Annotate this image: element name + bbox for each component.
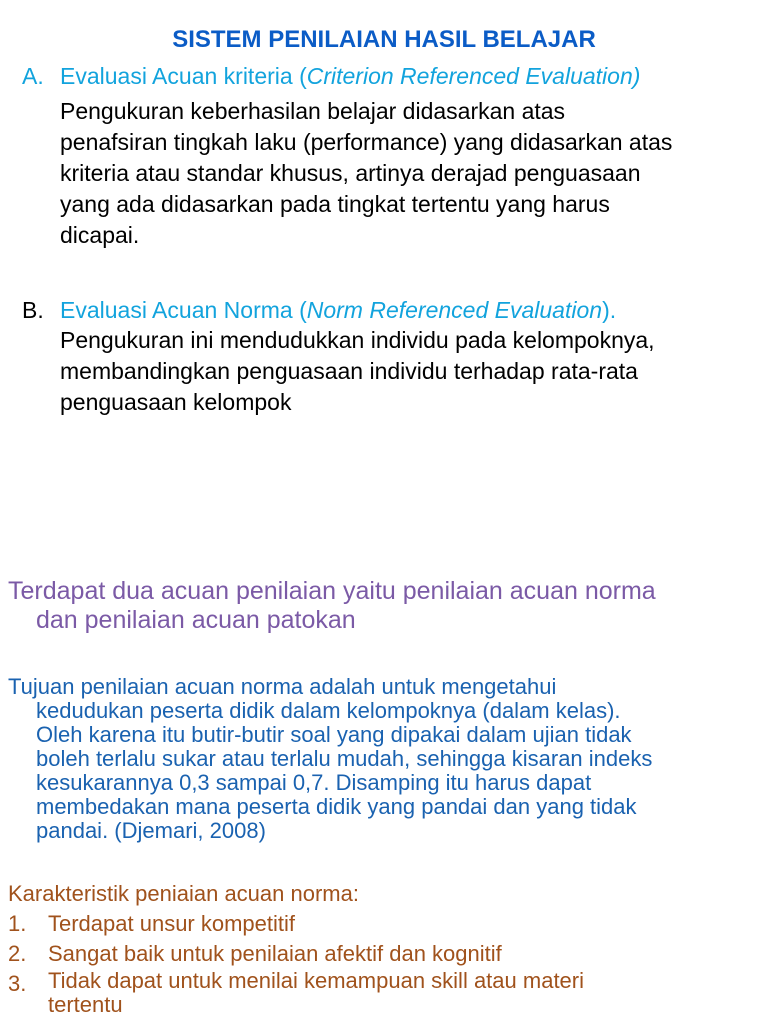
purpose-line: Tujuan penilaian acuan norma adalah untuk mengetahui — [8, 674, 557, 699]
purpose-paragraph — [8, 675, 652, 843]
section-b-marker: B. — [22, 297, 44, 323]
section-a-heading — [60, 60, 640, 92]
section-a-body-line: dicapai. — [60, 222, 140, 248]
purpose-line: boleh terlalu sukar atau terlalu mudah, sehingga kisaran indeks — [36, 746, 653, 771]
section-a-marker: A. — [22, 63, 44, 89]
item-number: 1. — [8, 911, 27, 936]
intro-line: Terdapat dua acuan penilaian yaitu penilaian acuan norma — [8, 577, 656, 605]
section-b-body-line: Pengukuran ini mendudukkan individu pada kelompoknya, — [60, 327, 655, 353]
purpose-line: kedudukan peserta didik dalam kelompoknya (dalam kelas). — [36, 698, 621, 723]
purpose-line: pandai. (Djemari, 2008) — [36, 818, 266, 843]
item-text-line: Tidak dapat untuk menilai kemampuan skill atau materi — [48, 968, 585, 993]
section-a-body — [60, 96, 750, 251]
purpose-line: kesukarannya 0,3 sampai 0,7. Disamping itu harus dapat — [36, 770, 592, 795]
section-b-heading-prefix: Evaluasi Acuan Norma ( — [60, 297, 307, 323]
section-a-body-line: yang ada didasarkan pada tingkat tertentu yang harus — [60, 191, 610, 217]
section-b-body-line: penguasaan kelompok — [60, 389, 292, 415]
characteristics-section — [8, 879, 748, 1021]
section-b-body — [60, 325, 750, 418]
section-b-heading-suffix: ). — [602, 297, 617, 323]
intro-paragraph — [8, 577, 656, 635]
item-text-line: tertentu — [48, 992, 123, 1017]
section-a-body-line: Pengukuran keberhasilan belajar didasarkan atas — [60, 98, 566, 124]
item-text: Sangat baik untuk penilaian afektif dan kognitif — [48, 941, 502, 966]
item-number: 3. — [8, 971, 27, 996]
intro-line: dan penilaian acuan patokan — [36, 606, 356, 634]
section-a-body-line: penafsiran tingkah laku (performance) yang didasarkan atas — [60, 129, 673, 155]
characteristics-heading: Karakteristik peniaian acuan norma: — [8, 881, 359, 906]
purpose-line: membedakan mana peserta didik yang pandai dan yang tidak — [36, 794, 637, 819]
section-b-heading — [60, 294, 616, 326]
section-a-body-line: kriteria atau standar khusus, artinya derajad penguasaan — [60, 160, 641, 186]
section-b-body-line: membandingkan penguasaan individu terhadap rata-rata — [60, 358, 638, 384]
characteristics-item — [8, 939, 748, 969]
characteristics-item — [8, 909, 748, 939]
purpose-line: Oleh karena itu butir-butir soal yang dipakai dalam ujian tidak — [36, 722, 632, 747]
item-text — [48, 969, 584, 1017]
section-a-heading-prefix: Evaluasi Acuan kriteria ( — [60, 63, 307, 89]
item-number: 2. — [8, 941, 27, 966]
section-a-heading-italic: Criterion Referenced Evaluation) — [306, 63, 641, 89]
item-text: Terdapat unsur kompetitif — [48, 911, 296, 936]
page-title: SISTEM PENILAIAN HASIL BELAJAR — [172, 26, 596, 53]
characteristics-item — [8, 969, 748, 1021]
section-b-heading-italic: Norm Referenced Evaluation — [306, 297, 603, 323]
